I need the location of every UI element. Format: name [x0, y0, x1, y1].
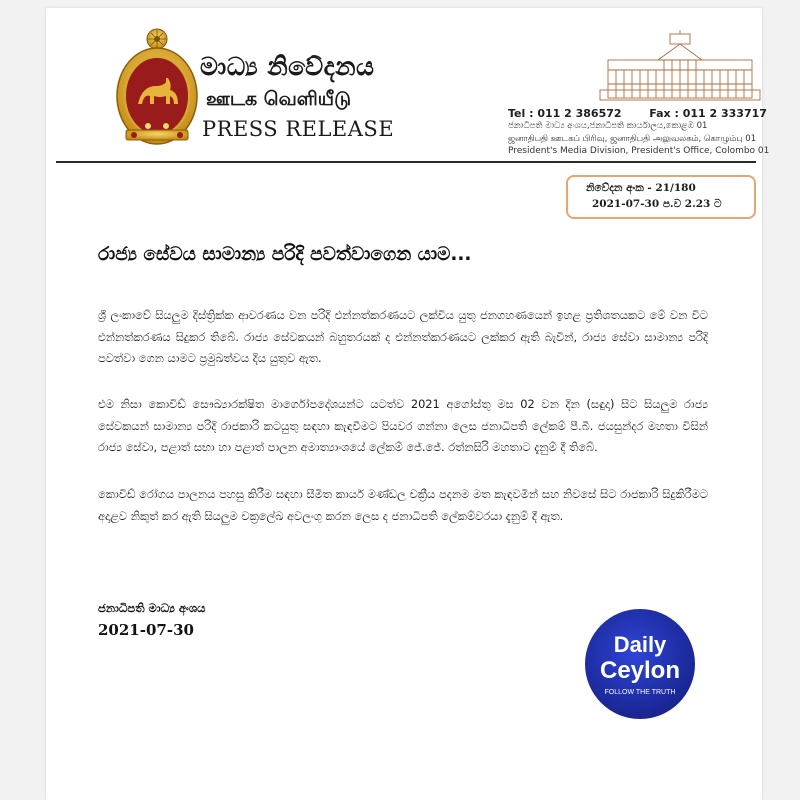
fax-label: Fax: [649, 107, 671, 120]
office-address-tamil: ஜனாதிபதி ஊடகப் பிரிவு, ஜனாதிபதி அலுவலகம், கொழும்பு 01: [508, 134, 757, 144]
article-paragraph-2: එම නිසා කොවිඩ් සෞඛ්‍යාරක්ෂිත මාර්ගෝපදේශයන්ට යටත්ව 2021 අගෝස්තු මස 02 වන දින (සඳුදා) සිට සියලුම රාජ්‍ය සේවකයන් සාමාන්‍ය පරිදි රාජකාරි කටයුතු සඳහා කැඳවීමට පියවර ගන්නා ලෙස ජනාධිපති ලේකම් පී.බී. ජයසුන්දර මහතා විසින් රාජ්‍ය සේවා, පළාත් සභා හා පළාත් පාලන අමාත්‍යාංශයේ ලේකම් ජේ.ජේ. රත්නසිරි මහතාට දැනුම් දී තිබේ.: [98, 397, 708, 454]
contact-line: [508, 107, 767, 120]
press-release-page: [46, 8, 770, 800]
logo-tagline: FOLLOW THE TRUTH: [604, 689, 676, 696]
signature-date: 2021-07-30: [98, 621, 194, 639]
article-paragraph-3: කොවිඩ් රෝගය පාලනය පහසු කිරීම සඳහා සීමිත කාර්ය මණ්ඩල චක්‍රීය පදනම මත කැඳවමින් සහ නිවසේ සිට රාජකාරි සිදුකිරීමට අදාළව නිකුත් කර ඇති සියලුම චක්‍රලේඛ අවලංගු කරන ලෙස ද ජනාධිපති ලේකම්වරයා දැනුම් දී ඇත.: [98, 487, 708, 523]
office-address-sinhala: ජනාධිපති මාධ්‍ය අංශය,ජනාධිපති කාර්යාලය,කොළඹ 01: [508, 121, 708, 131]
article-headline: රාජ්‍ය සේවය සාමාන්‍ය පරිදි පවත්වාගෙන යාම...: [98, 244, 472, 265]
tel-label: Tel: [508, 107, 526, 120]
release-reference-box: [566, 175, 756, 219]
logo-line-1: Daily: [613, 632, 667, 657]
fax-value: : 011 2 333717: [674, 107, 767, 120]
presidential-secretariat-building-icon: [598, 30, 762, 102]
title-tamil: ஊடக வெளியீடு: [206, 88, 352, 110]
title-sinhala: මාධ්‍ය නිවේදනය: [200, 52, 375, 81]
office-address-english: President's Media Division, President's Office, Colombo 01: [508, 146, 770, 156]
article-paragraph-1: ශ්‍රී ලංකාවේ සියලුම දිස්ත්‍රික්ක ආවරණය වන පරිදි එන්නත්කරණයට ලක්විය යුතු ජනගහණයෙන් ඉහළ ප්‍රතිශතයකට මේ වන විට එන්නත්කරණය සිදුකර තිබේ. රාජ්‍ය සේවකයන් බහුතරයක් ද එන්නත්කරණයට ලක්කර ඇති බැවින්, රාජ්‍ය සේවා සාමාන්‍ය පරිදි පවත්වා ගෙන යාමට ප්‍රමුඛත්වය දිය යුතුව ඇත.: [98, 308, 708, 365]
release-datetime: 2021-07-30 ප.ව 2.23 ට: [592, 198, 722, 210]
daily-ceylon-logo: [584, 608, 696, 720]
sri-lanka-emblem-icon: [114, 26, 200, 150]
title-english: PRESS RELEASE: [202, 117, 395, 141]
release-number: නිවේදන අංක - 21/180: [586, 182, 696, 194]
header-divider: [56, 161, 756, 163]
logo-line-2: Ceylon: [599, 657, 681, 684]
tel-value: : 011 2 386572: [529, 107, 622, 120]
signature-office: ජනාධිපති මාධ්‍ය අංශය: [98, 601, 206, 615]
